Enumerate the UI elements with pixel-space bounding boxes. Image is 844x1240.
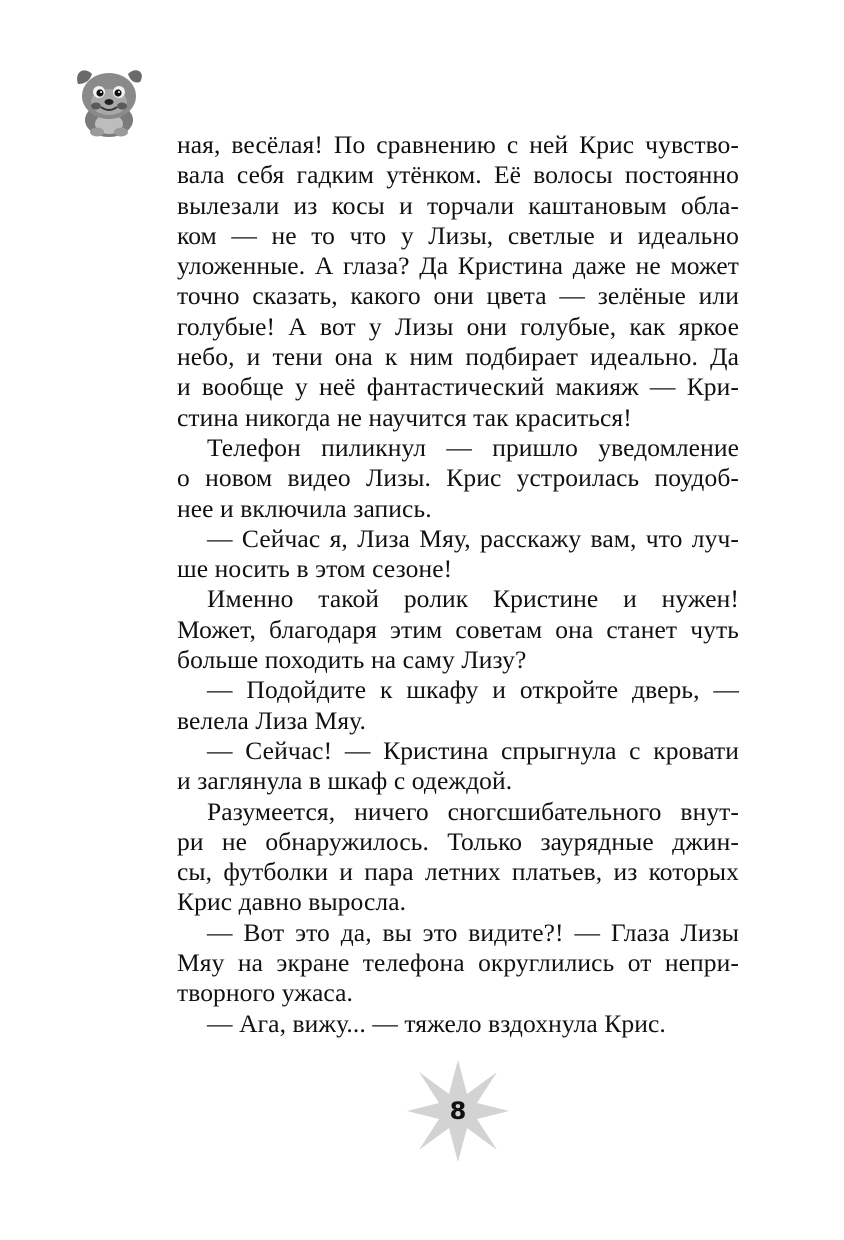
text-line: — Сейчас! — Кристина спрыгнула с кровати [207,735,739,765]
paragraph [177,736,739,797]
story-text [177,130,739,1039]
page-number: 8 [449,1097,467,1125]
paragraph [177,797,739,918]
text-line: велела Лиза Мяу. [177,705,366,735]
text-line: Разумеется, ничего сногсшибательного внут- [207,796,739,826]
paragraph [177,433,739,524]
paragraph [177,130,739,433]
text-line: — Ага, вижу... — тяжело вздохнула Крис. [207,1008,666,1038]
text-line: о новом видео Лизы. Крис устроилась поудоб- [177,463,739,493]
text-line: стина никогда не научится так краситься! [177,402,632,432]
text-line: — Вот это да, вы это видите?! — Глаза Лизы [207,917,739,947]
text-line: ная, весёлая! По сравнению с ней Крис чувство- [177,130,739,159]
text-line: — Подойдите к шкафу и откройте дверь, — [207,675,739,705]
text-line: небо, и тени она к ним подбирает идеально. Да [177,342,739,372]
paragraph [177,918,739,1009]
text-line: нее и включила запись. [177,493,432,523]
text-line: сы, футболки и пара летних платьев, из которых [177,857,739,887]
paragraph [177,524,739,585]
puppy-mascot-icon [70,62,148,140]
text-line: точно сказать, какого они цвета — зелёные или [177,281,739,311]
paragraph [177,675,739,736]
text-line: Может, благодаря этим советам она станет чуть [177,614,739,644]
text-line: уложенные. А глаза? Да Кристина даже не может [177,251,739,281]
text-line: творного ужаса. [177,978,354,1008]
paragraph [177,1009,739,1039]
text-line: Именно такой ролик Кристине и нужен! [207,584,739,614]
text-line: и заглянула в шкаф с одеждой. [177,766,513,796]
text-line: Телефон пиликнул — пришло уведомление [207,432,739,462]
text-line: Крис давно выросла. [177,887,407,917]
text-line: — Сейчас я, Лиза Мяу, расскажу вам, что луч- [207,523,739,553]
text-line: ше носить в этом сезоне! [177,554,453,584]
text-line: вала себя гадким утёнком. Её волосы постоянно [177,160,739,190]
text-line: Мяу на экране телефона округлились от непри- [177,948,739,978]
text-line: больше походить на саму Лизу? [177,645,527,675]
text-line: ри не обнаружилось. Только заурядные джин- [177,826,739,856]
paragraph [177,584,739,675]
text-line: ком — не то что у Лизы, светлые и идеально [177,220,739,250]
text-line: и вообще у неё фантастический макияж — Кри- [177,372,739,402]
text-line: вылезали из косы и торчали каштановым обла- [177,190,739,220]
text-line: голубые! А вот у Лизы они голубые, как яркое [177,311,739,341]
